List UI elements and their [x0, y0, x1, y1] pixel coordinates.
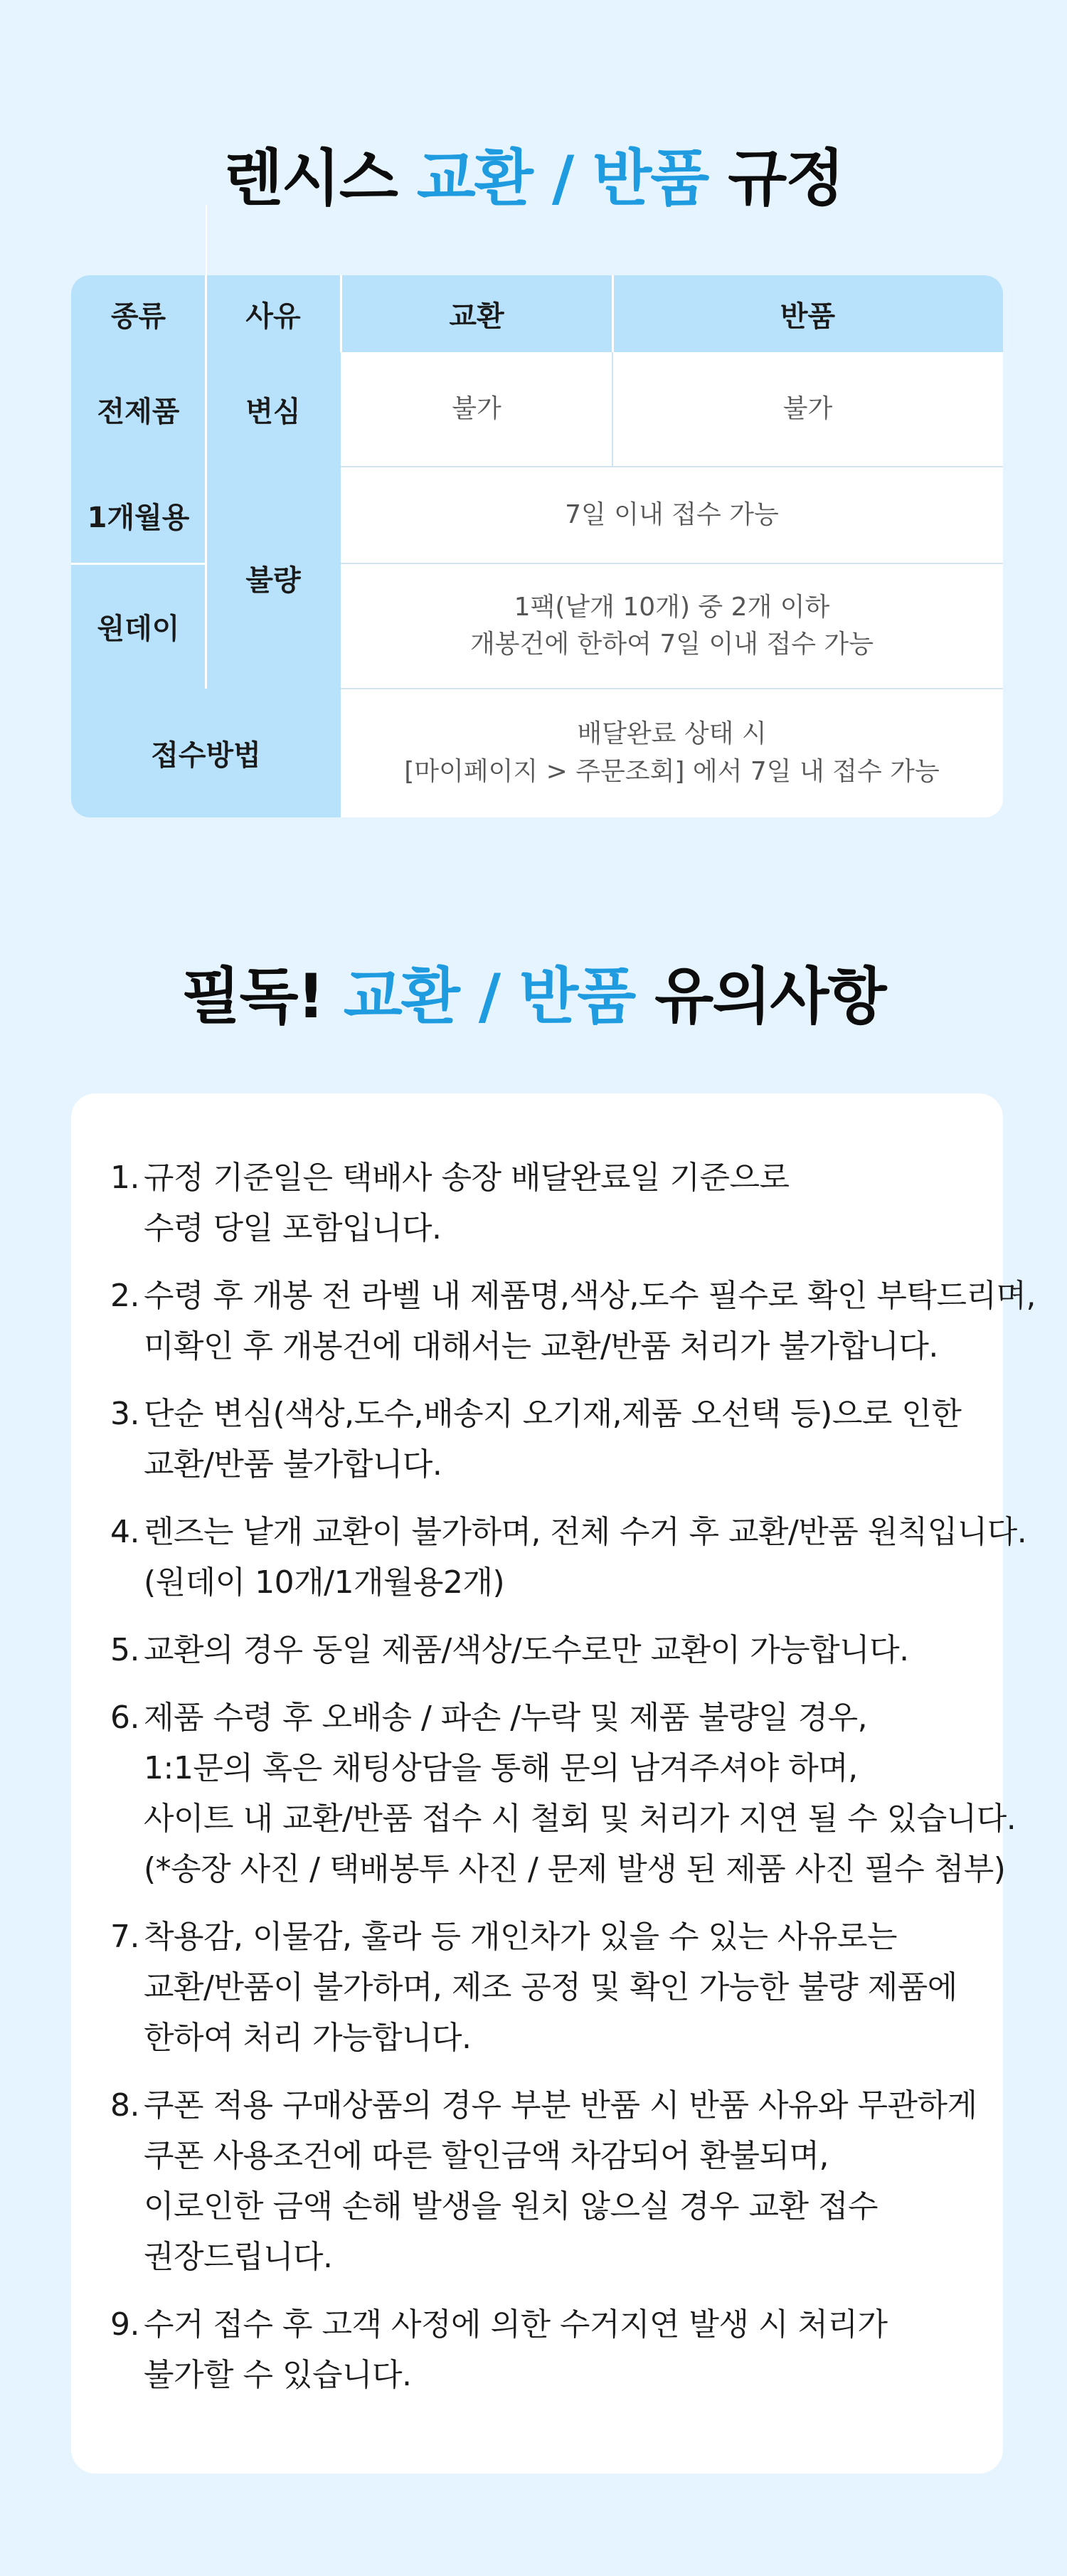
header-return: 반품 — [612, 275, 1003, 352]
method-label: 접수방법 — [71, 689, 341, 817]
notice-item-number: 4. — [110, 1514, 139, 1550]
divider — [71, 563, 206, 565]
oneday-policy-line1: 1팩(낱개 10개) 중 2개 이하 — [514, 592, 830, 622]
notice-item — [110, 2080, 985, 2282]
notice-item — [110, 1507, 1027, 1608]
row-oneday-type: 원데이 — [71, 563, 206, 689]
divider — [341, 563, 1003, 564]
notice-item — [110, 1152, 985, 1253]
change-of-mind-exchange: 불가 — [341, 352, 612, 467]
notice-item — [110, 1271, 1036, 1372]
notice-item-number: 2. — [110, 1278, 139, 1314]
notice-item-line: (*송장 사진 / 택배봉투 사진 / 문제 발생 된 제품 사진 필수 첨부) — [144, 1851, 1006, 1887]
notice-title-prefix: 필독! — [181, 961, 324, 1032]
row-all-products-type: 전제품 — [71, 352, 206, 467]
divider — [341, 466, 1003, 467]
method-detail-line2: [마이페이지 > 주문조회] 에서 7일 내 접수 가능 — [404, 756, 940, 786]
policy-title-prefix: 렌시스 — [223, 143, 397, 214]
divider — [612, 352, 613, 467]
notice-item-number: 7. — [110, 1919, 139, 1955]
oneday-policy-line2: 개봉건에 한하여 7일 이내 접수 가능 — [470, 630, 874, 659]
divider — [612, 275, 614, 352]
notice-item-line: 이로인한 금액 손해 발생을 원치 않으실 경우 교환 접수 — [144, 2188, 878, 2225]
policy-title-suffix: 규정 — [728, 143, 844, 214]
decorative-line — [206, 205, 207, 276]
method-detail — [341, 689, 1003, 817]
row-monthly-type: 1개월용 — [71, 467, 206, 563]
notice-item-line: 착용감, 이물감, 훌라 등 개인차가 있을 수 있는 사유로는 — [144, 1919, 897, 1955]
policy-title — [0, 143, 1067, 214]
notice-list — [110, 1152, 1036, 2400]
header-reason: 사유 — [206, 275, 341, 352]
row-change-of-mind-reason: 변심 — [206, 352, 341, 467]
divider — [340, 275, 342, 352]
notice-item-line: 사이트 내 교환/반품 접수 시 철회 및 처리가 지연 될 수 있습니다. — [144, 1801, 1016, 1837]
notice-item-line: 권장드립니다. — [144, 2239, 333, 2275]
monthly-policy: 7일 이내 접수 가능 — [341, 467, 1003, 563]
policy-table — [71, 275, 1003, 817]
notice-item-line: 쿠폰 사용조건에 따른 할인금액 차감되어 환불되며, — [144, 2138, 829, 2174]
notice-item-line: 교환/반품 불가합니다. — [144, 1446, 442, 1483]
notice-item-line: 교환/반품이 불가하며, 제조 공정 및 확인 가능한 불량 제품에 — [144, 1969, 957, 2005]
notice-item — [110, 1625, 985, 1675]
notice-item-number: 9. — [110, 2306, 139, 2343]
notice-item-line: 쿠폰 적용 구매상품의 경우 부분 반품 시 반품 사유와 무관하게 — [144, 2087, 977, 2124]
notice-item-line: 한하여 처리 가능합니다. — [144, 2020, 472, 2056]
notice-item-line: 규정 기준일은 택배사 송장 배달완료일 기준으로 — [144, 1160, 790, 1196]
notice-item-number: 8. — [110, 2087, 139, 2124]
notice-item-line: 불가할 수 있습니다. — [144, 2357, 412, 2393]
notice-item — [110, 1389, 985, 1490]
policy-title-accent: 교환 / 반품 — [416, 143, 708, 214]
notice-item-number: 3. — [110, 1396, 139, 1432]
defect-reason: 불량 — [206, 467, 341, 689]
notice-title-suffix: 유의사항 — [654, 961, 886, 1032]
divider — [341, 688, 1003, 689]
notice-item-number: 5. — [110, 1632, 139, 1668]
notice-item-line: 제품 수령 후 오배송 / 파손 /누락 및 제품 불량일 경우, — [144, 1700, 868, 1736]
divider — [205, 275, 207, 689]
notice-item-number: 6. — [110, 1700, 139, 1736]
notice-item-line: 수령 당일 포함입니다. — [144, 1210, 442, 1246]
notice-item — [110, 1692, 1016, 1894]
notice-item-line: 단순 변심(색상,도수,배송지 오기재,제품 오선택 등)으로 인한 — [144, 1396, 962, 1432]
notice-title-accent: 교환 / 반품 — [343, 961, 635, 1032]
notice-title — [0, 961, 1067, 1032]
change-of-mind-return: 불가 — [612, 352, 1003, 467]
notice-item-line: 렌즈는 낱개 교환이 불가하며, 전체 수거 후 교환/반품 원칙입니다. — [144, 1514, 1027, 1550]
notice-item-line: (원데이 10개/1개월용2개) — [144, 1564, 505, 1601]
notice-item — [110, 1912, 985, 2063]
notice-item-line: 1:1문의 혹은 채팅상담을 통해 문의 남겨주셔야 하며, — [144, 1750, 858, 1786]
notice-item — [110, 2299, 985, 2400]
oneday-policy — [341, 563, 1003, 689]
method-detail-line1: 배달완료 상태 시 — [577, 719, 767, 749]
header-exchange: 교환 — [341, 275, 612, 352]
notice-item-line: 미확인 후 개봉건에 대해서는 교환/반품 처리가 불가합니다. — [144, 1328, 938, 1364]
notice-item-line: 교환의 경우 동일 제품/색상/도수로만 교환이 가능합니다. — [144, 1632, 909, 1668]
notice-item-number: 1. — [110, 1160, 139, 1196]
notice-item-line: 수령 후 개봉 전 라벨 내 제품명,색상,도수 필수로 확인 부탁드리며, — [144, 1278, 1036, 1314]
notice-item-line: 수거 접수 후 고객 사정에 의한 수거지연 발생 시 처리가 — [144, 2306, 888, 2343]
header-type: 종류 — [71, 275, 206, 352]
